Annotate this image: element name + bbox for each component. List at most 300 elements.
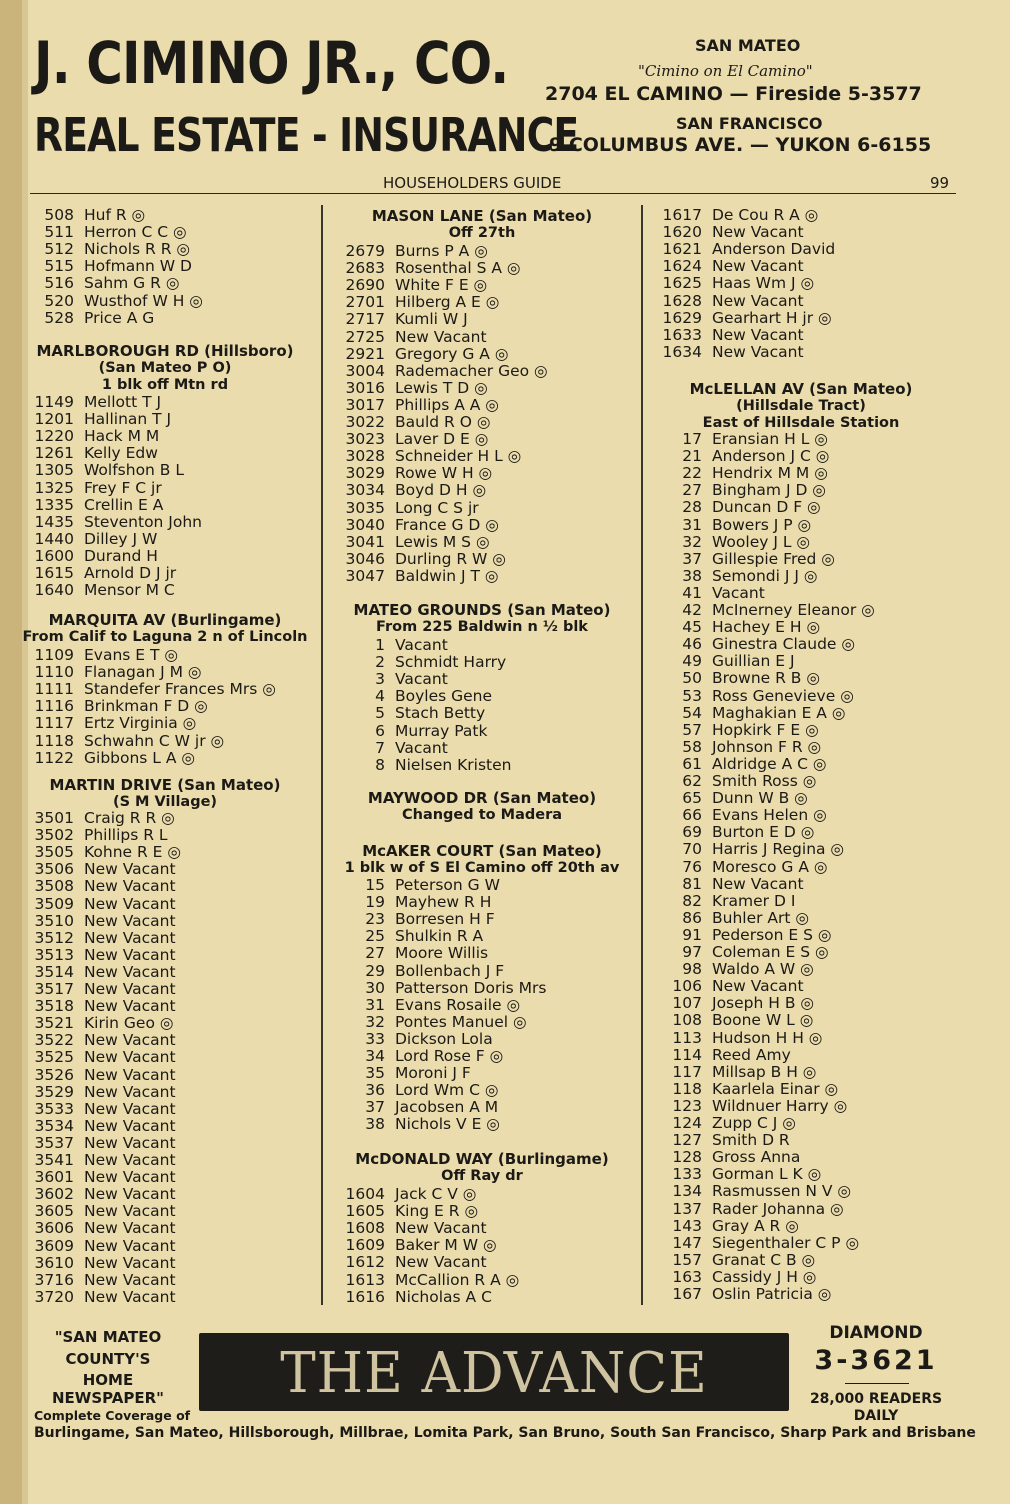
householder-name: New Vacant	[84, 894, 176, 913]
office2-city: SAN FRANCISCO	[676, 114, 823, 133]
directory-row	[34, 911, 176, 930]
householder-name: Gibbons L A ◎	[84, 748, 195, 767]
householder-name: Boyd D H ◎	[395, 481, 487, 500]
house-number: 1122	[34, 748, 74, 767]
street-location: (Hillsdale Tract)	[736, 398, 866, 414]
directory-row	[662, 206, 819, 224]
directory-row	[34, 663, 202, 682]
directory-row	[44, 206, 146, 224]
house-number: 3716	[34, 1270, 74, 1289]
householder-name: Ginestra Claude ◎	[712, 635, 855, 654]
house-number: 515	[44, 257, 74, 276]
street-location: 1 blk off Mtn rd	[101, 377, 229, 393]
directory-row	[682, 549, 835, 568]
house-number: 3508	[34, 877, 74, 896]
house-number: 1625	[662, 274, 702, 293]
householder-name: Lord Wm C ◎	[395, 1081, 499, 1100]
householder-name: New Vacant	[84, 945, 176, 964]
householder-name: Borresen H F	[395, 910, 495, 929]
directory-row	[34, 546, 158, 565]
directory-row	[34, 444, 158, 463]
house-number: 22	[682, 464, 702, 483]
house-number: 1633	[662, 325, 702, 344]
house-number: 3023	[345, 430, 385, 449]
directory-row	[34, 962, 176, 981]
directory-row	[365, 961, 505, 980]
directory-row	[375, 670, 448, 689]
householder-name: New Vacant	[84, 1236, 176, 1255]
page-edge	[0, 0, 22, 1504]
directory-row	[345, 293, 500, 312]
house-number: 2725	[345, 327, 385, 346]
householder-name: Hopkirk F E ◎	[712, 720, 819, 739]
directory-row	[672, 1182, 851, 1201]
householder-name: Frey F C jr	[84, 478, 162, 497]
directory-row	[375, 704, 486, 723]
directory-row	[682, 703, 846, 722]
house-number: 34	[365, 1047, 385, 1065]
coverage-label: Complete Coverage of	[34, 1408, 191, 1423]
householder-name: Duncan D F ◎	[712, 498, 821, 517]
house-number: 1117	[34, 714, 74, 733]
house-number: 3046	[345, 549, 385, 568]
street-name: MATEO GROUNDS (San Mateo)	[353, 601, 611, 619]
directory-row	[682, 652, 795, 671]
house-number: 163	[672, 1267, 702, 1286]
householder-name: Standefer Frances Mrs ◎	[84, 680, 276, 699]
householder-name: Sahm G R ◎	[84, 274, 180, 293]
house-number: 3505	[34, 843, 74, 862]
householder-name: Zupp C J ◎	[712, 1114, 796, 1132]
householder-name: New Vacant	[84, 1082, 176, 1101]
directory-row	[672, 977, 804, 996]
house-number: 69	[682, 823, 702, 842]
householder-name: Phillips A A ◎	[395, 395, 499, 414]
directory-row	[345, 242, 488, 260]
house-number: 32	[682, 532, 702, 551]
householder-name: Baldwin J T ◎	[395, 566, 499, 585]
directory-row	[662, 240, 836, 259]
directory-row	[34, 1236, 176, 1255]
householder-name: Durand H	[84, 546, 158, 565]
directory-row	[375, 653, 507, 672]
householder-name: Schmidt Harry	[395, 653, 507, 672]
directory-row	[345, 1236, 497, 1255]
house-number: 528	[44, 308, 74, 327]
householder-name: New Vacant	[84, 1168, 176, 1187]
householder-name: McInerney Eleanor ◎	[712, 601, 875, 619]
daily-label: DAILY	[853, 1408, 899, 1424]
house-number: 512	[44, 240, 74, 259]
house-number: 98	[682, 960, 702, 979]
householder-name: Arnold D J jr	[84, 564, 177, 582]
house-number: 31	[682, 515, 702, 534]
house-number: 15	[365, 876, 385, 894]
directory-row	[345, 310, 468, 329]
house-number: 86	[682, 908, 702, 927]
house-number: 1621	[662, 240, 702, 259]
householder-name: Haas Wm J ◎	[712, 274, 815, 293]
directory-row	[365, 1029, 493, 1048]
house-number: 1325	[34, 478, 74, 497]
directory-row	[365, 1081, 499, 1100]
house-number: 4	[375, 687, 385, 706]
house-number: 3041	[345, 532, 385, 551]
house-number: 3040	[345, 515, 385, 534]
house-number: 3537	[34, 1133, 74, 1152]
householder-name: Bowers J P ◎	[712, 515, 812, 534]
house-number: 3	[375, 670, 385, 689]
directory-row	[34, 1082, 176, 1101]
house-number: 107	[672, 994, 702, 1013]
householder-name: New Vacant	[84, 1099, 176, 1118]
house-number: 62	[682, 772, 702, 790]
householder-name: Rosenthal S A ◎	[395, 259, 521, 278]
footer-slogan-2: COUNTY'S	[65, 1350, 151, 1368]
house-number: 21	[682, 447, 702, 466]
householder-name: Granat C B ◎	[712, 1250, 816, 1269]
street-name: MASON LANE (San Mateo)	[371, 207, 593, 225]
directory-row	[682, 737, 822, 756]
directory-row	[345, 430, 489, 449]
householder-name: Brinkman F D ◎	[84, 697, 208, 716]
house-number: 1617	[662, 206, 702, 224]
house-number: 45	[682, 618, 702, 637]
householder-name: Moroni J F	[395, 1064, 471, 1083]
directory-row	[44, 308, 155, 327]
directory-row	[345, 549, 506, 568]
directory-row	[345, 498, 479, 517]
directory-row	[672, 1028, 823, 1047]
house-number: 58	[682, 737, 702, 756]
directory-row	[682, 447, 830, 466]
directory-row	[34, 1270, 176, 1289]
householder-name: New Vacant	[84, 928, 176, 947]
householder-name: McCallion R A ◎	[395, 1270, 520, 1289]
directory-row	[662, 342, 804, 361]
house-number: 27	[365, 944, 385, 963]
directory-row	[662, 291, 804, 310]
householder-name: Murray Patk	[395, 721, 488, 740]
directory-row	[34, 945, 176, 964]
householder-name: Stach Betty	[395, 704, 486, 723]
column-divider	[641, 205, 643, 1305]
householder-name: Wusthof W H ◎	[84, 291, 203, 310]
house-number: 3602	[34, 1185, 74, 1204]
house-number: 36	[365, 1081, 385, 1100]
householder-name: Rowe W H ◎	[395, 464, 493, 483]
house-number: 1109	[34, 646, 74, 664]
directory-row	[34, 461, 184, 480]
directory-row	[34, 809, 175, 827]
directory-row	[34, 1253, 176, 1272]
directory-row	[662, 257, 804, 276]
directory-row	[365, 944, 489, 963]
householder-name: Price A G	[84, 308, 155, 327]
directory-row	[375, 687, 493, 706]
street-location: East of Hillsdale Station	[702, 415, 900, 431]
householder-name: De Cou R A ◎	[712, 206, 819, 224]
householder-name: Herron C C ◎	[84, 223, 187, 242]
householder-name: New Vacant	[84, 1185, 176, 1204]
directory-row	[34, 1065, 176, 1084]
directory-row	[682, 840, 844, 859]
directory-row	[34, 1287, 176, 1306]
directory-row	[34, 1031, 176, 1050]
householder-name: New Vacant	[395, 1219, 487, 1238]
directory-row	[34, 714, 197, 733]
householder-name: Burns P A ◎	[395, 242, 488, 260]
house-number: 3606	[34, 1219, 74, 1238]
directory-row	[345, 327, 487, 346]
house-number: 167	[672, 1285, 702, 1303]
householder-name: Dilley J W	[84, 529, 158, 548]
phone-label: DIAMOND	[829, 1323, 923, 1343]
householder-name: Harris J Regina ◎	[712, 840, 844, 859]
house-number: 70	[682, 840, 702, 859]
directory-row	[34, 410, 172, 429]
house-number: 3047	[345, 566, 385, 585]
house-number: 1	[375, 636, 385, 654]
house-number: 511	[44, 223, 74, 242]
house-number: 61	[682, 754, 702, 773]
house-number: 3016	[345, 378, 385, 397]
householder-name: Eransian H L ◎	[712, 430, 828, 448]
householder-name: Moore Willis	[395, 944, 489, 963]
householder-name: Rademacher Geo ◎	[395, 361, 548, 380]
householder-name: Jacobsen A M	[395, 1098, 499, 1117]
householder-name: Kumli W J	[395, 310, 468, 329]
directory-row	[672, 1045, 791, 1064]
directory-row	[375, 721, 488, 740]
directory-row	[345, 1270, 520, 1289]
directory-row	[682, 686, 854, 705]
directory-row	[34, 997, 176, 1016]
directory-row	[682, 498, 821, 517]
directory-row	[34, 646, 178, 664]
street-location: From Calif to Laguna 2 n of Lincoln	[22, 629, 308, 645]
house-number: 57	[682, 720, 702, 739]
householder-name: Kirin Geo ◎	[84, 1014, 174, 1033]
householder-name: Evans Rosaile ◎	[395, 995, 521, 1014]
householder-name: New Vacant	[84, 1133, 176, 1152]
householder-name: Ertz Virginia ◎	[84, 714, 197, 733]
directory-row	[672, 994, 814, 1013]
directory-row	[44, 291, 203, 310]
directory-row	[44, 274, 180, 293]
house-number: 1111	[34, 680, 74, 699]
house-number: 1616	[345, 1287, 385, 1306]
householder-name: New Vacant	[84, 1065, 176, 1084]
householder-name: Kaarlela Einar ◎	[712, 1079, 839, 1098]
directory-row	[34, 928, 176, 947]
directory-row	[44, 223, 187, 242]
house-number: 42	[682, 601, 702, 619]
house-number: 3501	[34, 809, 74, 827]
householder-name: Gregory G A ◎	[395, 344, 509, 363]
house-number: 3533	[34, 1099, 74, 1118]
householder-name: New Vacant	[84, 1116, 176, 1135]
householder-name: Nicholas A C	[395, 1287, 492, 1306]
street-location: 1 blk w of S El Camino off 20th av	[344, 860, 620, 876]
house-number: 3034	[345, 481, 385, 500]
directory-row	[682, 754, 827, 773]
phone-underline	[845, 1383, 909, 1384]
page-number: 99	[930, 174, 950, 192]
directory-row	[34, 581, 175, 600]
householder-name: Jack C V ◎	[395, 1185, 477, 1203]
directory-row	[682, 925, 832, 944]
house-number: 3509	[34, 894, 74, 913]
street-name: McAKER COURT (San Mateo)	[362, 842, 602, 860]
householder-name: Rader Johanna ◎	[712, 1199, 844, 1218]
house-number: 3517	[34, 980, 74, 998]
house-number: 1118	[34, 731, 74, 750]
house-number: 3521	[34, 1014, 74, 1033]
house-number: 1600	[34, 546, 74, 565]
directory-row	[672, 1079, 839, 1098]
householder-name: Reed Amy	[712, 1045, 791, 1064]
street-name: McDONALD WAY (Burlingame)	[355, 1150, 609, 1168]
house-number: 54	[682, 703, 702, 722]
directory-row	[34, 1168, 176, 1187]
house-number: 108	[672, 1011, 702, 1030]
directory-row	[662, 308, 832, 327]
house-number: 147	[672, 1233, 702, 1252]
house-number: 3512	[34, 928, 74, 947]
house-number: 1149	[34, 393, 74, 411]
householder-name: New Vacant	[84, 997, 176, 1016]
directory-row	[34, 1048, 176, 1067]
householder-name: Hilberg A E ◎	[395, 293, 500, 312]
householder-name: Durling R W ◎	[395, 549, 506, 568]
directory-row	[682, 943, 829, 961]
house-number: 143	[672, 1216, 702, 1235]
street-location: Off 27th	[448, 225, 516, 241]
householder-name: Steventon John	[84, 512, 202, 531]
house-number: 3720	[34, 1287, 74, 1306]
householder-name: Hendrix M M ◎	[712, 464, 828, 483]
readers-count: 28,000 READERS	[809, 1391, 943, 1407]
householder-name: Oslin Patricia ◎	[712, 1285, 832, 1303]
householder-name: Vacant	[712, 583, 765, 602]
footer-slogan-4: NEWSPAPER"	[52, 1389, 164, 1407]
householder-name: Wolfshon B L	[84, 461, 184, 480]
householder-name: New Vacant	[84, 1253, 176, 1272]
directory-row	[345, 1185, 477, 1203]
householder-name: Hudson H H ◎	[712, 1028, 823, 1047]
directory-row	[345, 344, 509, 363]
house-number: 106	[672, 977, 702, 996]
directory-row	[682, 772, 817, 790]
householder-name: Moresco G A ◎	[712, 857, 828, 876]
householder-name: New Vacant	[712, 291, 804, 310]
house-number: 3601	[34, 1168, 74, 1187]
directory-row	[34, 495, 164, 514]
householder-name: Schneider H L ◎	[395, 447, 522, 466]
directory-row	[375, 738, 448, 757]
office1-city: SAN MATEO	[695, 36, 801, 55]
house-number: 3610	[34, 1253, 74, 1272]
house-number: 3513	[34, 945, 74, 964]
house-number: 38	[682, 566, 702, 585]
house-number: 17	[682, 430, 702, 448]
directory-row	[672, 1062, 817, 1081]
householder-name: Vacant	[395, 636, 448, 654]
directory-row	[34, 393, 162, 411]
house-number: 3514	[34, 962, 74, 981]
directory-row	[34, 478, 162, 497]
directory-row	[34, 731, 225, 750]
directory-row	[345, 1202, 479, 1221]
householder-name: Nichols R R ◎	[84, 240, 190, 259]
directory-row	[345, 259, 521, 278]
householder-name: New Vacant	[712, 223, 804, 242]
householder-name: Peterson G W	[395, 876, 500, 894]
house-number: 1609	[345, 1236, 385, 1255]
house-number: 118	[672, 1079, 702, 1098]
newspaper-name: THE ADVANCE	[280, 1341, 708, 1406]
directory-row	[34, 860, 176, 879]
house-number: 1612	[345, 1253, 385, 1272]
directory-row	[34, 980, 176, 998]
house-number: 49	[682, 652, 702, 671]
directory-row	[34, 1202, 176, 1221]
street-name: MARLBOROUGH RD (Hillsboro)	[36, 342, 294, 360]
householder-name: Nielsen Kristen	[395, 755, 512, 774]
directory-row	[365, 1047, 504, 1065]
house-number: 3029	[345, 464, 385, 483]
householder-name: New Vacant	[712, 325, 804, 344]
directory-row	[682, 532, 810, 551]
directory-row	[682, 669, 820, 688]
directory-row	[375, 755, 512, 774]
householder-name: Hack M M	[84, 427, 160, 446]
house-number: 3518	[34, 997, 74, 1016]
householder-name: Laver D E ◎	[395, 430, 489, 449]
householder-name: Hofmann W D	[84, 257, 192, 276]
householder-name: Kramer D I	[712, 891, 796, 910]
house-number: 76	[682, 857, 702, 876]
householder-name: Evans Helen ◎	[712, 806, 827, 825]
street-name: McLELLAN AV (San Mateo)	[689, 380, 913, 398]
house-number: 32	[365, 1012, 385, 1031]
house-number: 5	[375, 704, 385, 723]
householder-name: Gray A R ◎	[712, 1216, 799, 1235]
householder-name: Shulkin R A	[395, 927, 484, 946]
directory-row	[345, 1253, 487, 1272]
householder-name: Bingham J D ◎	[712, 481, 826, 500]
house-number: 123	[672, 1096, 702, 1115]
house-number: 38	[365, 1115, 385, 1134]
householder-name: Buhler Art ◎	[712, 908, 809, 927]
householder-name: Baker M W ◎	[395, 1236, 497, 1255]
house-number: 1605	[345, 1202, 385, 1221]
column-divider	[321, 205, 323, 1305]
householder-name: Phillips R L	[84, 826, 168, 845]
householder-name: New Vacant	[84, 1219, 176, 1238]
householder-name: Smith Ross ◎	[712, 772, 817, 790]
house-number: 1620	[662, 223, 702, 242]
householder-name: Millsap B H ◎	[712, 1062, 817, 1081]
house-number: 1435	[34, 512, 74, 531]
street-location: (San Mateo P O)	[98, 360, 232, 376]
house-number: 1613	[345, 1270, 385, 1289]
house-number: 37	[682, 549, 702, 568]
house-number: 66	[682, 806, 702, 825]
directory-row	[682, 789, 808, 808]
householder-name: Semondi J J ◎	[712, 566, 818, 585]
